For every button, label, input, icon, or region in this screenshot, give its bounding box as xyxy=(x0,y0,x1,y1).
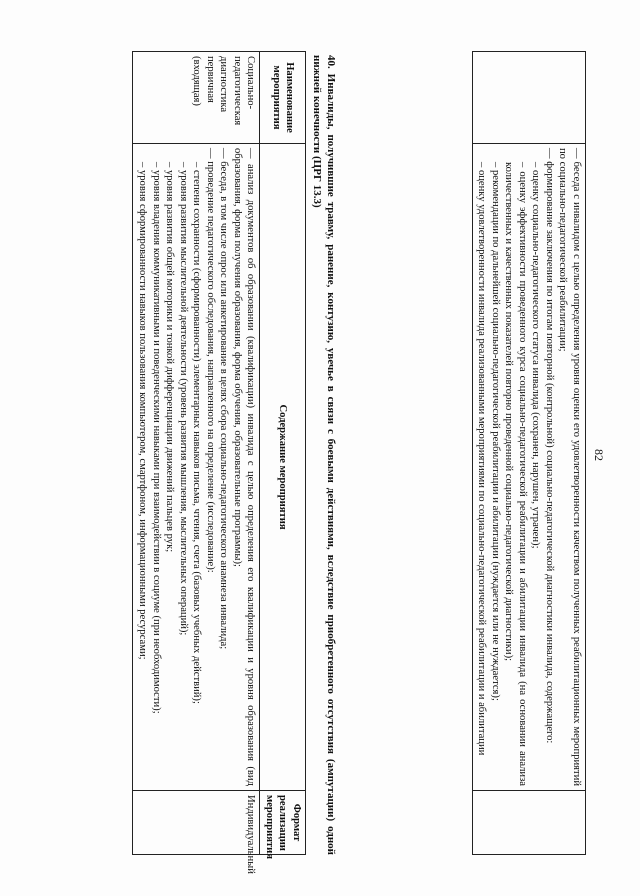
measure-format-cell: Индивидуальный xyxy=(133,791,260,855)
content-line: — формирование заключения по итогам повторной (контрольной) социально-педагогической диагностики инвалида, содержащего: xyxy=(543,148,555,744)
measure-name-line: Социально- xyxy=(245,56,257,110)
measure-name-line: диагностика xyxy=(218,56,230,113)
continuation-lines xyxy=(475,148,583,786)
measure-content-lines xyxy=(135,148,257,786)
header-name: Наименование мероприятия xyxy=(260,52,306,144)
measure-name-line: педагогическая xyxy=(231,56,243,126)
measure-content-cell xyxy=(133,144,260,791)
content-line: – оценку социально-педагогического статуса инвалида (сохранен, нарушен, утрачен); xyxy=(530,162,542,549)
content-line: – уровня сформированности навыков пользования компьютером, смартфоном, информационными ресурсами; xyxy=(136,162,148,660)
continuation-table xyxy=(472,51,586,855)
page-number: 82 xyxy=(592,449,606,461)
continuation-format-cell xyxy=(472,791,585,855)
rotated-content xyxy=(30,45,610,874)
table-row xyxy=(472,52,585,855)
content-line: – рекомендации по дальнейшей социально-педагогической реабилитации и абилитации (нуждается или не нуждается); xyxy=(489,162,501,701)
measure-name-cell xyxy=(133,52,260,144)
content-line: – оценку эффективности проведенного курса социально-педагогической реабилитации и абилитации инвалида (на основании анализа количественных и качественных показателей повторно проведенной социально-педагогической диагностики); xyxy=(503,162,528,786)
header-format: Формат реализации мероприятия xyxy=(260,791,306,855)
content-line: — беседа, в том числе опрос или анкетирование в целях сбора социально-педагогического анамнеза инвалида; xyxy=(218,148,230,650)
content-line: – оценку удовлетворенности инвалида реализованными мероприятиями по социально-педагогической реабилитации и абилитации xyxy=(476,162,488,756)
continuation-name-cell xyxy=(472,52,585,144)
content-line: — анализ документов об образовании (квалификации) инвалида с целью определения его квалификации и уровня образования (вид образования, форма получения образования, форма обучения, образовательные программы); xyxy=(231,148,257,786)
content-line: — проведение педагогического обследования, направленного на определение (исследование): xyxy=(204,148,216,573)
table-row xyxy=(133,52,260,855)
content-line: — беседа с инвалидом с целью определения уровня оценки его удовлетворенности качеством полученных реабилитационных мероприятий по социально-педагогической реабилитации; xyxy=(557,148,582,786)
content-line: – уровня владения коммуникативными и поведенческими навыками при взаимодействии в социуме (при необходимости); xyxy=(150,162,162,714)
continuation-content-cell xyxy=(472,144,585,791)
content-line: – уровня развития мыслительной деятельности (уровень развития мышления, мыслительных операций); xyxy=(177,162,189,636)
measure-name-line: (входящая) xyxy=(191,56,203,106)
header-content: Содержание мероприятия xyxy=(260,144,306,791)
section-title: 40. Инвалиды, получившие травму, ранение, контузию, увечье в связи с боевыми действиями, вследствие приобретенного отсутствия (ампутации) одной нижней конечности (ЦРГ 13.3) xyxy=(310,55,337,855)
table-header-row xyxy=(260,52,306,855)
content-line: – степени сохранности (сформированности) элементарных навыков письма, чтения, счета (базовых учебных действий); xyxy=(191,162,203,704)
content-line: – уровня развития общей моторики и тонкой дифференциации движений пальцев рук; xyxy=(164,162,176,553)
measure-name-line: первичная xyxy=(204,56,216,103)
measures-table xyxy=(132,51,306,874)
